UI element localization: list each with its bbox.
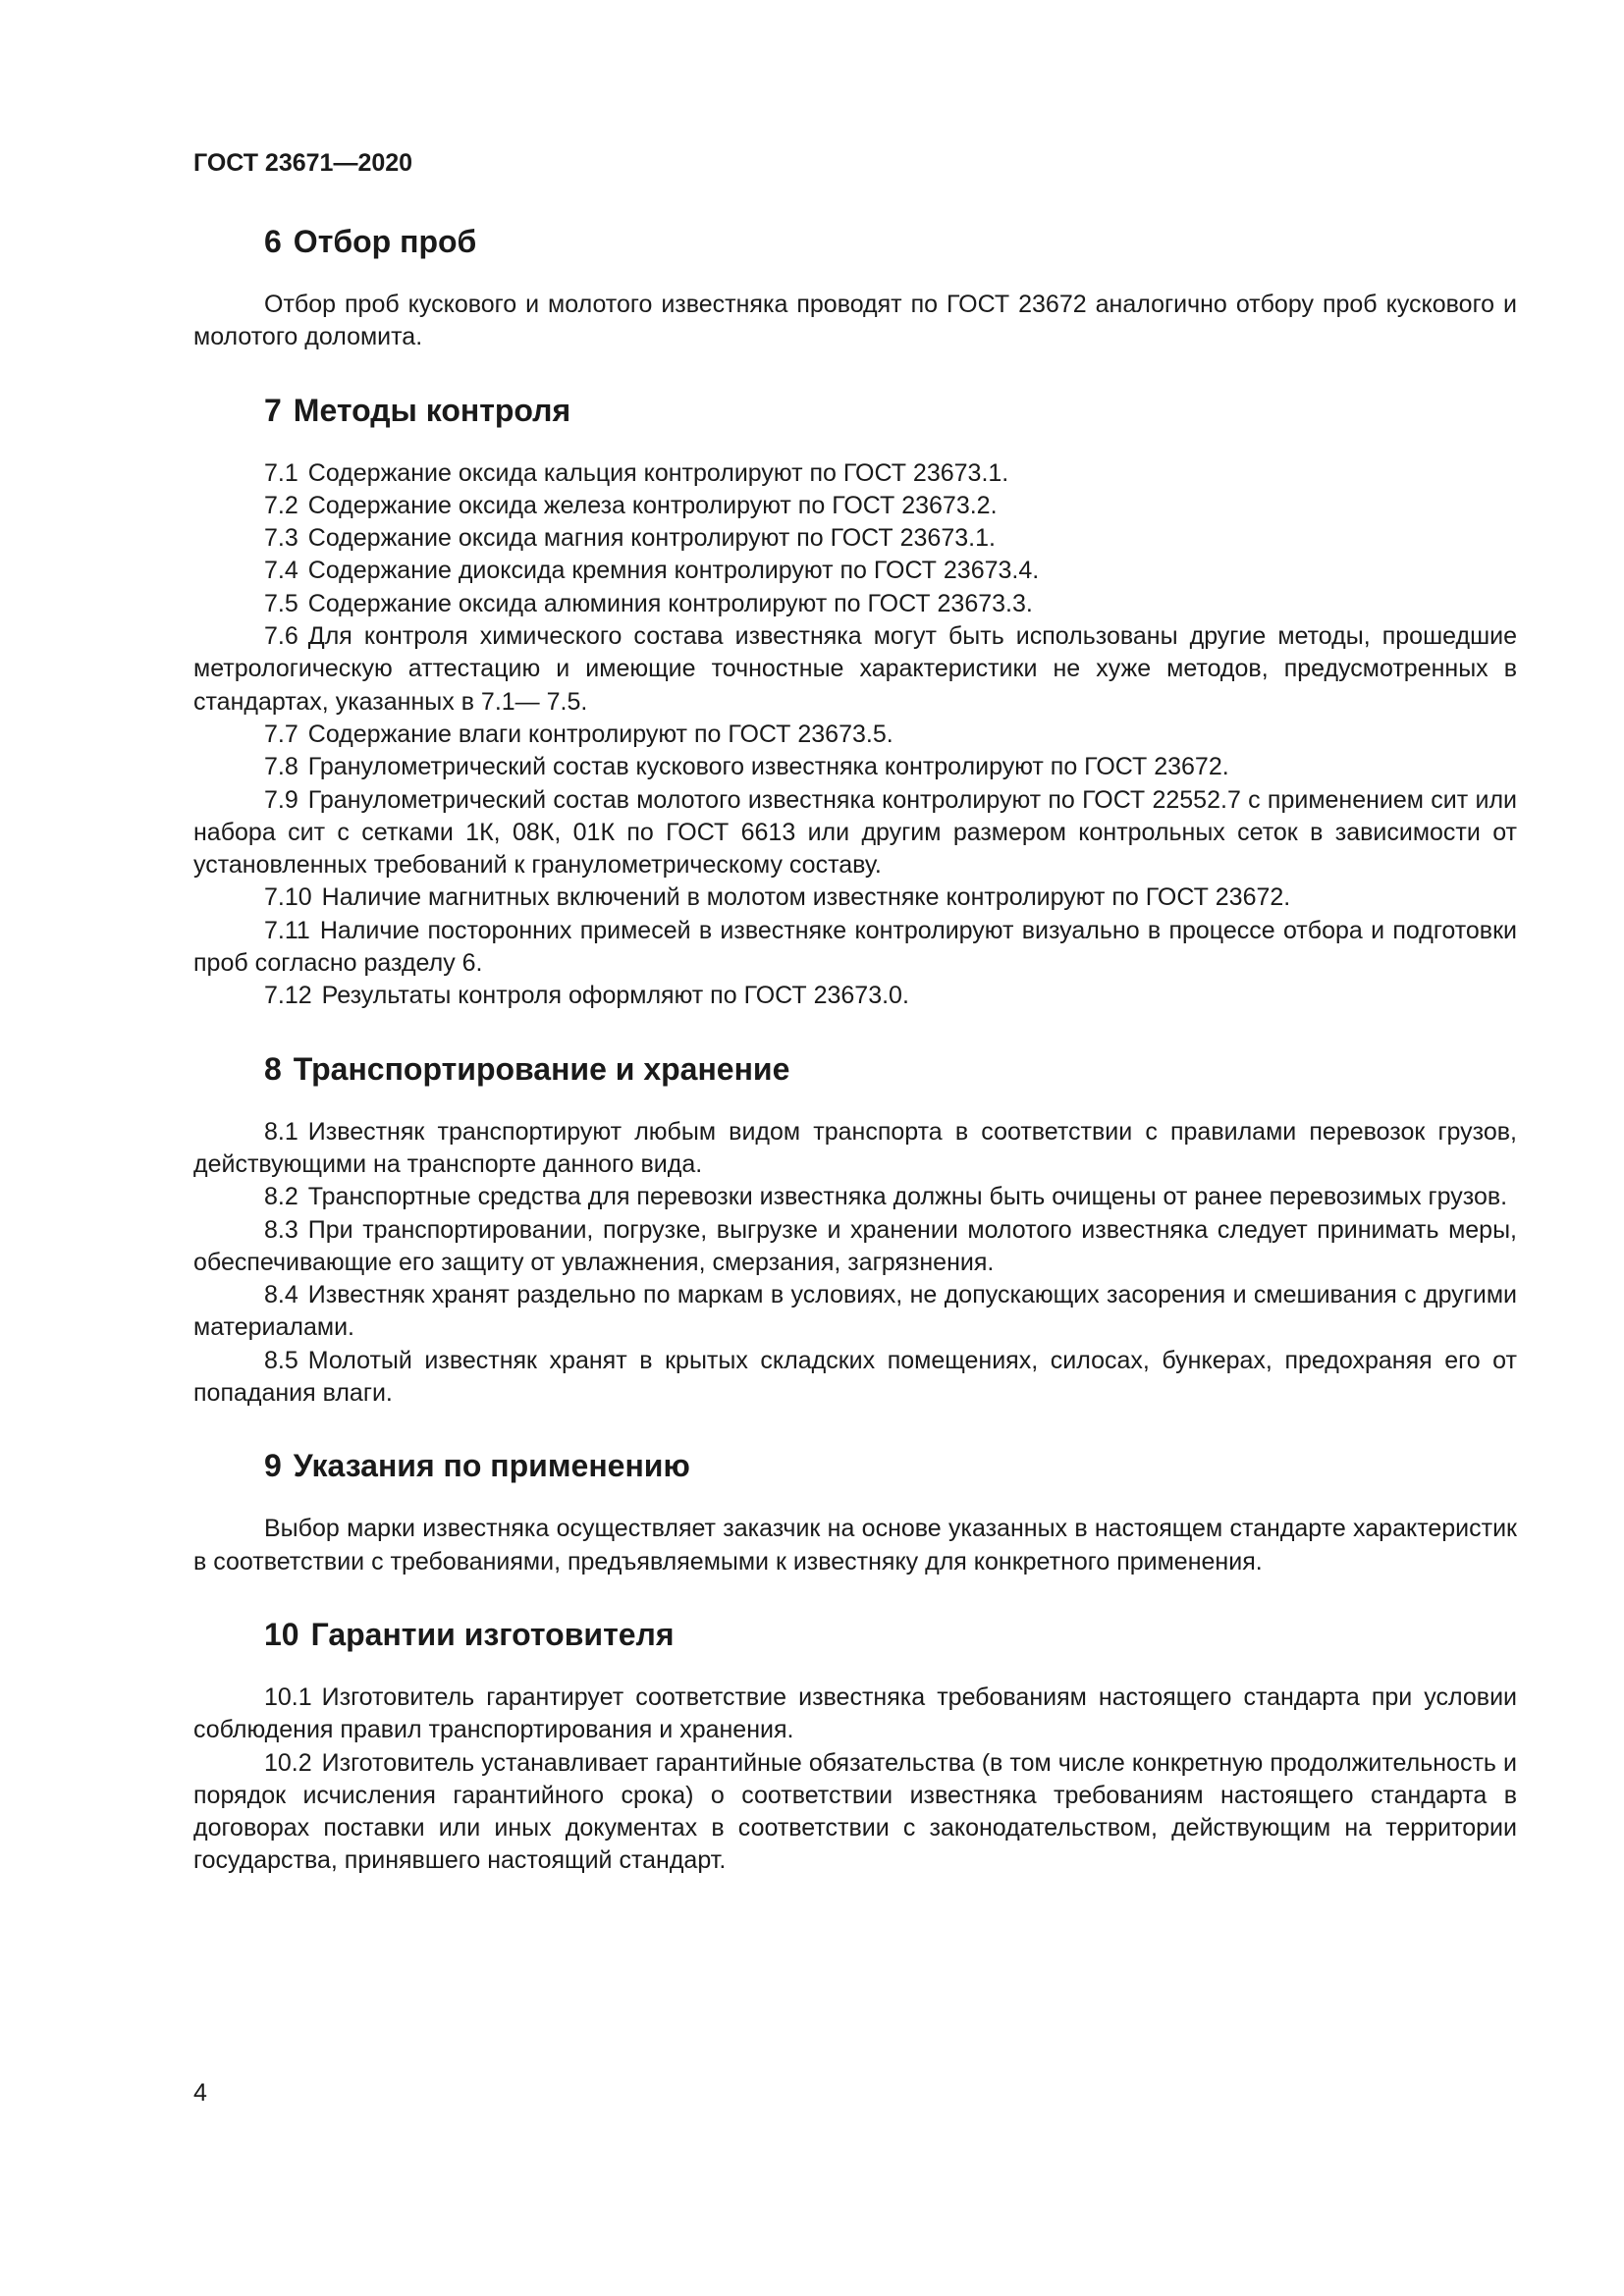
paragraph xyxy=(193,1345,1517,1411)
paragraph-text: Наличие посторонних примесей в известняке контролируют визуально в процессе отбора и подготовки проб согласно разделу 6. xyxy=(193,916,1517,978)
paragraph-number: 7.2 xyxy=(264,491,298,519)
paragraph xyxy=(193,784,1517,882)
section-heading xyxy=(193,1445,1517,1486)
paragraph xyxy=(193,1116,1517,1182)
paragraph xyxy=(193,555,1517,587)
paragraph xyxy=(193,1513,1517,1578)
section-title: Гарантии изготовителя xyxy=(310,1616,675,1652)
section-heading xyxy=(193,221,1517,262)
section-9 xyxy=(193,1445,1517,1578)
paragraph-number: 10.2 xyxy=(264,1748,312,1777)
paragraph xyxy=(193,289,1517,354)
paragraph-text: Содержание оксида магния контролируют по ГОСТ 23673.1. xyxy=(307,524,996,553)
paragraph-text: Для контроля химического состава известняка могут быть использованы другие методы, прошедшие метрологическую аттестацию и имеющие точностные характеристики не хуже методов, предусмотренных в стандартах, указанных в 7.1— 7.5. xyxy=(193,622,1517,716)
paragraph-number: 10.1 xyxy=(264,1682,312,1711)
paragraph-number: 8.1 xyxy=(264,1117,298,1146)
paragraph-number: 7.10 xyxy=(264,883,312,912)
section-number: 9 xyxy=(264,1448,282,1484)
paragraph-text: Известняк хранят раздельно по маркам в условиях, не допускающих засорения и смешивания с другими материалами. xyxy=(193,1281,1517,1342)
section-title: Отбор проб xyxy=(293,224,477,259)
paragraph-text: Содержание диоксида кремния контролируют по ГОСТ 23673.4. xyxy=(307,557,1040,585)
paragraph-text: Отбор проб кускового и молотого известняка проводят по ГОСТ 23672 аналогично отбору проб кускового и молотого доломита. xyxy=(193,291,1517,351)
section-heading xyxy=(193,1614,1517,1655)
paragraph xyxy=(193,719,1517,751)
paragraph-number: 7.6 xyxy=(264,622,298,651)
section-7 xyxy=(193,390,1517,1013)
section-8 xyxy=(193,1048,1517,1411)
paragraph xyxy=(193,588,1517,620)
section-title: Указания по применению xyxy=(293,1448,690,1484)
paragraph-text: Гранулометрический состав молотого известняка контролируют по ГОСТ 22552.7 с применением сит или набора сит с сетками 1К, 08К, 01К по ГОСТ 6613 или другим размером контрольных сеток в зависимости от установленных требований к гранулометрическому составу. xyxy=(193,785,1517,880)
paragraph-number: 8.3 xyxy=(264,1215,298,1244)
paragraph-text: Содержание влаги контролируют по ГОСТ 23673.5. xyxy=(307,720,893,748)
section-number: 10 xyxy=(264,1616,299,1652)
paragraph-text: При транспортировании, погрузке, выгрузке и хранении молотого известняка следует принимать меры, обеспечивающие его защиту от увлажнения, смерзания, загрязнения. xyxy=(193,1215,1517,1276)
paragraph-number: 7.9 xyxy=(264,785,298,814)
paragraph-text: Молотый известняк хранят в крытых складских помещениях, силосах, бункерах, предохраняя его от попадания влаги. xyxy=(193,1346,1517,1408)
paragraph-number: 7.7 xyxy=(264,720,298,748)
paragraph xyxy=(193,915,1517,981)
paragraph-number: 7.1 xyxy=(264,458,298,487)
paragraph-text: Гранулометрический состав кускового известняка контролируют по ГОСТ 23672. xyxy=(307,753,1229,781)
paragraph-number: 7.4 xyxy=(264,557,298,585)
paragraph-text: Наличие магнитных включений в молотом известняке контролируют по ГОСТ 23672. xyxy=(321,883,1291,912)
paragraph xyxy=(193,1747,1517,1878)
paragraph-number: 8.4 xyxy=(264,1281,298,1309)
paragraph xyxy=(193,1181,1517,1213)
paragraph-text: Известняк транспортируют любым видом транспорта в соответствии с правилами перевозок грузов, действующими на транспорте данного вида. xyxy=(193,1117,1517,1178)
paragraph-text: Содержание оксида кальция контролируют по ГОСТ 23673.1. xyxy=(307,458,1009,487)
paragraph-text: Изготовитель гарантирует соответствие известняка требованиям настоящего стандарта при условии соблюдения правил транспортирования и хранения. xyxy=(193,1682,1517,1744)
paragraph xyxy=(193,490,1517,522)
paragraph xyxy=(193,1279,1517,1345)
section-10 xyxy=(193,1614,1517,1878)
paragraph-text: Транспортные средства для перевозки известняка должны быть очищены от ранее перевозимых грузов. xyxy=(307,1183,1508,1211)
paragraph xyxy=(193,522,1517,555)
section-title: Методы контроля xyxy=(293,392,571,428)
section-heading xyxy=(193,1048,1517,1090)
paragraph-number: 7.5 xyxy=(264,589,298,617)
paragraph xyxy=(193,457,1517,490)
paragraph xyxy=(193,881,1517,914)
paragraph-text: Результаты контроля оформляют по ГОСТ 23673.0. xyxy=(321,982,909,1010)
paragraph xyxy=(193,620,1517,719)
section-number: 8 xyxy=(264,1050,282,1087)
paragraph-text: Изготовитель устанавливает гарантийные обязательства (в том числе конкретную продолжительность и порядок исчисления гарантийного срока) о соответствии известняка требованиям настоящего стандарта в договорах поставки или иных документах в соответствии с законодательством, действующим на территории государства, принявшего настоящий стандарт. xyxy=(193,1748,1517,1875)
paragraph-number: 8.5 xyxy=(264,1346,298,1374)
paragraph-number: 7.8 xyxy=(264,753,298,781)
paragraph-number: 7.3 xyxy=(264,524,298,553)
paragraph xyxy=(193,1214,1517,1280)
section-title: Транспортирование и хранение xyxy=(293,1050,790,1087)
page-number: 4 xyxy=(193,2079,207,2107)
paragraph-text: Выбор марки известняка осуществляет заказчик на основе указанных в настоящем стандарте характеристик в соответствии с требованиями, предъявляемыми к известняку для конкретного применения. xyxy=(193,1515,1517,1575)
paragraph-number: 8.2 xyxy=(264,1183,298,1211)
paragraph-text: Содержание оксида железа контролируют по ГОСТ 23673.2. xyxy=(307,491,998,519)
section-number: 6 xyxy=(264,224,282,259)
section-6 xyxy=(193,221,1517,354)
paragraph xyxy=(193,980,1517,1012)
document-body xyxy=(193,221,1517,1878)
paragraph xyxy=(193,751,1517,783)
section-number: 7 xyxy=(264,392,282,428)
paragraph xyxy=(193,1682,1517,1747)
paragraph-text: Содержание оксида алюминия контролируют по ГОСТ 23673.3. xyxy=(307,589,1033,617)
paragraph-number: 7.12 xyxy=(264,982,312,1010)
document-code: ГОСТ 23671—2020 xyxy=(193,149,413,177)
section-heading xyxy=(193,390,1517,431)
paragraph-number: 7.11 xyxy=(264,916,310,944)
